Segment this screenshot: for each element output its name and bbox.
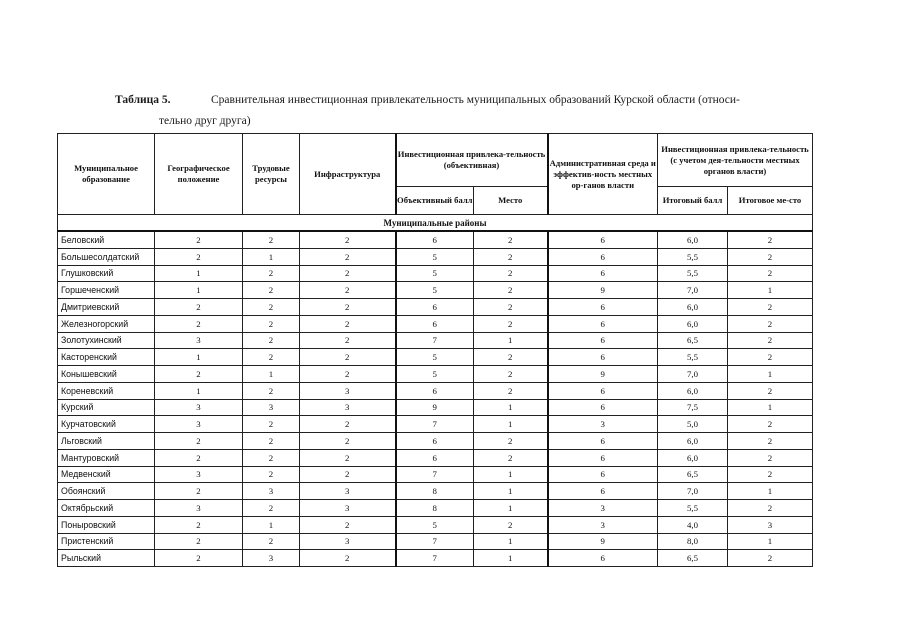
cell-infra: 2 [300, 332, 396, 349]
cell-objective-place: 1 [474, 332, 548, 349]
cell-final-score: 7,0 [658, 282, 728, 299]
cell-geo: 3 [155, 466, 243, 483]
caption-text-line2: тельно друг друга) [159, 115, 251, 127]
cell-objective-place: 2 [474, 433, 548, 450]
cell-final-score: 8,0 [658, 533, 728, 550]
cell-final-score: 5,5 [658, 265, 728, 282]
cell-final-score: 5,0 [658, 416, 728, 433]
cell-infra: 2 [300, 433, 396, 450]
cell-labor: 2 [243, 349, 300, 366]
investment-table [57, 133, 813, 567]
cell-final-place: 2 [728, 349, 813, 366]
cell-municipality: Поныровский [58, 516, 155, 533]
cell-geo: 2 [155, 516, 243, 533]
cell-final-score: 5,5 [658, 248, 728, 265]
cell-final-place: 1 [728, 366, 813, 383]
cell-labor: 2 [243, 416, 300, 433]
cell-infra: 2 [300, 366, 396, 383]
cell-infra: 2 [300, 315, 396, 332]
section-title: Муниципальные районы [58, 215, 813, 232]
cell-final-place: 1 [728, 483, 813, 500]
table-number: Таблица 5. [115, 94, 171, 106]
cell-infra: 2 [300, 466, 396, 483]
cell-final-place: 2 [728, 466, 813, 483]
cell-objective-place: 1 [474, 399, 548, 416]
cell-final-score: 6,5 [658, 466, 728, 483]
table-row [58, 550, 813, 567]
cell-final-score: 5,5 [658, 349, 728, 366]
cell-final-place: 1 [728, 399, 813, 416]
cell-infra: 2 [300, 349, 396, 366]
cell-admin: 6 [548, 382, 658, 399]
cell-admin: 6 [548, 550, 658, 567]
cell-final-place: 2 [728, 500, 813, 517]
cell-objective-score: 7 [396, 416, 474, 433]
cell-geo: 1 [155, 265, 243, 282]
cell-objective-score: 5 [396, 516, 474, 533]
cell-objective-score: 5 [396, 248, 474, 265]
header-admin: Административная среда и эффектив-ность местных ор-ганов власти [548, 134, 658, 215]
table-row [58, 449, 813, 466]
cell-objective-place: 2 [474, 231, 548, 248]
cell-geo: 2 [155, 248, 243, 265]
table-row [58, 299, 813, 316]
cell-municipality: Пристенский [58, 533, 155, 550]
table-row [58, 248, 813, 265]
cell-admin: 9 [548, 282, 658, 299]
cell-labor: 2 [243, 466, 300, 483]
cell-infra: 2 [300, 265, 396, 282]
table-row [58, 483, 813, 500]
cell-final-place: 2 [728, 433, 813, 450]
table-row [58, 516, 813, 533]
cell-municipality: Рыльский [58, 550, 155, 567]
cell-municipality: Золотухинский [58, 332, 155, 349]
header-objective-place: Место [474, 187, 548, 215]
cell-infra: 3 [300, 483, 396, 500]
header-final-score: Итоговый балл [658, 187, 728, 215]
cell-infra: 2 [300, 248, 396, 265]
cell-geo: 2 [155, 483, 243, 500]
header-labor: Трудовые ресурсы [243, 134, 300, 215]
cell-final-score: 4,0 [658, 516, 728, 533]
cell-final-score: 7,0 [658, 366, 728, 383]
cell-municipality: Дмитриевский [58, 299, 155, 316]
cell-admin: 3 [548, 416, 658, 433]
cell-labor: 2 [243, 382, 300, 399]
cell-labor: 2 [243, 449, 300, 466]
cell-objective-place: 2 [474, 366, 548, 383]
cell-final-place: 2 [728, 248, 813, 265]
cell-objective-score: 6 [396, 299, 474, 316]
cell-objective-place: 2 [474, 248, 548, 265]
cell-labor: 2 [243, 315, 300, 332]
cell-geo: 2 [155, 231, 243, 248]
header-municipality: Муниципальное образование [58, 134, 155, 215]
cell-labor: 2 [243, 282, 300, 299]
header-objective-score: Объективный балл [396, 187, 474, 215]
cell-objective-score: 7 [396, 466, 474, 483]
cell-objective-score: 5 [396, 282, 474, 299]
table-row [58, 265, 813, 282]
header-final-place: Итоговое ме-сто [728, 187, 813, 215]
cell-municipality: Мантуровский [58, 449, 155, 466]
cell-municipality: Обоянский [58, 483, 155, 500]
cell-objective-place: 1 [474, 500, 548, 517]
cell-municipality: Глушковский [58, 265, 155, 282]
cell-admin: 6 [548, 231, 658, 248]
cell-final-place: 2 [728, 382, 813, 399]
cell-objective-place: 2 [474, 299, 548, 316]
table-row [58, 349, 813, 366]
cell-objective-score: 6 [396, 433, 474, 450]
cell-final-score: 6,5 [658, 332, 728, 349]
cell-infra: 3 [300, 399, 396, 416]
cell-labor: 2 [243, 433, 300, 450]
caption-text-line1: Сравнительная инвестиционная привлекательность муниципальных образований Курской области (относи- [211, 94, 740, 106]
cell-objective-place: 1 [474, 416, 548, 433]
cell-final-place: 2 [728, 550, 813, 567]
cell-objective-score: 6 [396, 231, 474, 248]
cell-labor: 1 [243, 516, 300, 533]
cell-geo: 1 [155, 282, 243, 299]
cell-infra: 2 [300, 416, 396, 433]
cell-final-place: 1 [728, 533, 813, 550]
table-row [58, 332, 813, 349]
table-row [58, 315, 813, 332]
cell-geo: 2 [155, 366, 243, 383]
cell-admin: 6 [548, 265, 658, 282]
cell-geo: 3 [155, 416, 243, 433]
cell-final-place: 1 [728, 282, 813, 299]
cell-final-place: 2 [728, 265, 813, 282]
cell-municipality: Горшеченский [58, 282, 155, 299]
table-row [58, 500, 813, 517]
table-row [58, 433, 813, 450]
cell-labor: 3 [243, 399, 300, 416]
cell-admin: 3 [548, 516, 658, 533]
cell-infra: 2 [300, 550, 396, 567]
cell-municipality: Курчатовский [58, 416, 155, 433]
cell-final-place: 2 [728, 231, 813, 248]
cell-admin: 6 [548, 299, 658, 316]
table-row [58, 466, 813, 483]
cell-objective-place: 1 [474, 483, 548, 500]
table-row [58, 533, 813, 550]
table-row [58, 231, 813, 248]
cell-municipality: Касторенский [58, 349, 155, 366]
cell-admin: 6 [548, 332, 658, 349]
cell-admin: 6 [548, 433, 658, 450]
cell-admin: 6 [548, 466, 658, 483]
cell-admin: 6 [548, 483, 658, 500]
cell-infra: 2 [300, 231, 396, 248]
cell-final-score: 6,0 [658, 299, 728, 316]
cell-infra: 3 [300, 382, 396, 399]
cell-infra: 2 [300, 299, 396, 316]
cell-objective-score: 6 [396, 315, 474, 332]
cell-objective-place: 2 [474, 282, 548, 299]
cell-admin: 6 [548, 449, 658, 466]
header-final-group: Инвестиционная привлека-тельность (с учетом дея-тельности местных органов власти) [658, 134, 813, 187]
cell-geo: 2 [155, 299, 243, 316]
cell-geo: 3 [155, 500, 243, 517]
cell-labor: 1 [243, 366, 300, 383]
table-caption [115, 90, 827, 132]
cell-final-score: 6,0 [658, 231, 728, 248]
cell-objective-place: 2 [474, 265, 548, 282]
cell-infra: 2 [300, 282, 396, 299]
cell-municipality: Медвенский [58, 466, 155, 483]
table-row [58, 282, 813, 299]
cell-objective-place: 2 [474, 382, 548, 399]
cell-objective-score: 8 [396, 483, 474, 500]
header-objective-group: Инвестиционная привлека-тельность (объективная) [396, 134, 548, 187]
cell-admin: 9 [548, 533, 658, 550]
cell-objective-place: 2 [474, 349, 548, 366]
cell-final-place: 2 [728, 416, 813, 433]
cell-labor: 2 [243, 500, 300, 517]
cell-infra: 3 [300, 533, 396, 550]
cell-objective-place: 2 [474, 449, 548, 466]
header-infra: Инфраструктура [300, 134, 396, 215]
cell-admin: 9 [548, 366, 658, 383]
cell-final-place: 2 [728, 315, 813, 332]
cell-final-place: 2 [728, 449, 813, 466]
cell-labor: 2 [243, 533, 300, 550]
cell-municipality: Большесолдатский [58, 248, 155, 265]
cell-infra: 2 [300, 516, 396, 533]
cell-geo: 2 [155, 533, 243, 550]
cell-objective-score: 7 [396, 533, 474, 550]
cell-final-score: 6,0 [658, 382, 728, 399]
cell-objective-score: 5 [396, 366, 474, 383]
cell-objective-score: 5 [396, 349, 474, 366]
cell-municipality: Железногорский [58, 315, 155, 332]
cell-objective-score: 9 [396, 399, 474, 416]
cell-admin: 6 [548, 399, 658, 416]
cell-geo: 2 [155, 315, 243, 332]
cell-final-score: 6,0 [658, 449, 728, 466]
table-row [58, 399, 813, 416]
cell-municipality: Конышевский [58, 366, 155, 383]
cell-objective-place: 1 [474, 550, 548, 567]
cell-objective-score: 6 [396, 382, 474, 399]
cell-final-score: 6,5 [658, 550, 728, 567]
cell-geo: 3 [155, 332, 243, 349]
cell-objective-place: 2 [474, 516, 548, 533]
cell-geo: 2 [155, 449, 243, 466]
cell-labor: 3 [243, 550, 300, 567]
cell-objective-score: 7 [396, 550, 474, 567]
header-geo: Географическое положение [155, 134, 243, 215]
cell-labor: 2 [243, 332, 300, 349]
cell-final-score: 6,0 [658, 433, 728, 450]
cell-final-place: 2 [728, 299, 813, 316]
cell-labor: 3 [243, 483, 300, 500]
cell-objective-score: 8 [396, 500, 474, 517]
cell-objective-score: 6 [396, 449, 474, 466]
cell-geo: 1 [155, 382, 243, 399]
cell-municipality: Беловский [58, 231, 155, 248]
cell-objective-score: 7 [396, 332, 474, 349]
cell-admin: 3 [548, 500, 658, 517]
cell-infra: 3 [300, 500, 396, 517]
cell-geo: 1 [155, 349, 243, 366]
cell-geo: 2 [155, 550, 243, 567]
cell-admin: 6 [548, 315, 658, 332]
cell-geo: 3 [155, 399, 243, 416]
cell-labor: 2 [243, 299, 300, 316]
cell-final-place: 3 [728, 516, 813, 533]
cell-final-score: 6,0 [658, 315, 728, 332]
cell-admin: 6 [548, 349, 658, 366]
table-row [58, 416, 813, 433]
cell-final-place: 2 [728, 332, 813, 349]
cell-geo: 2 [155, 433, 243, 450]
cell-objective-place: 2 [474, 315, 548, 332]
cell-labor: 2 [243, 265, 300, 282]
cell-admin: 6 [548, 248, 658, 265]
cell-objective-place: 1 [474, 533, 548, 550]
table-row [58, 382, 813, 399]
cell-municipality: Кореневский [58, 382, 155, 399]
cell-labor: 1 [243, 248, 300, 265]
cell-objective-place: 1 [474, 466, 548, 483]
cell-final-score: 5,5 [658, 500, 728, 517]
cell-municipality: Октябрьский [58, 500, 155, 517]
cell-final-score: 7,5 [658, 399, 728, 416]
cell-infra: 2 [300, 449, 396, 466]
cell-municipality: Льговский [58, 433, 155, 450]
cell-municipality: Курский [58, 399, 155, 416]
cell-labor: 2 [243, 231, 300, 248]
table-row [58, 366, 813, 383]
cell-objective-score: 5 [396, 265, 474, 282]
cell-final-score: 7,0 [658, 483, 728, 500]
